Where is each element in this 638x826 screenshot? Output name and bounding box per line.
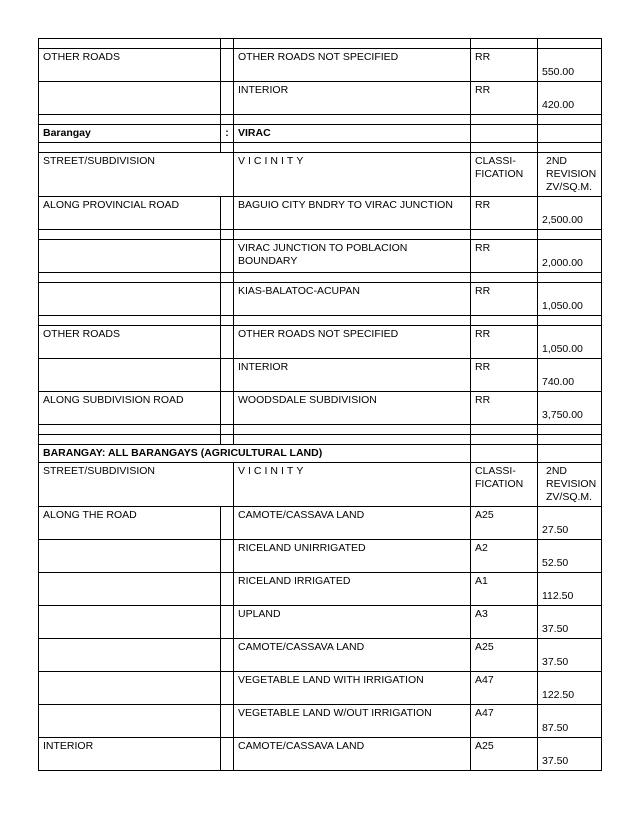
empty-cell	[234, 435, 471, 445]
revision-header-line: 2ND	[546, 465, 568, 477]
classification-cell: A2	[471, 540, 538, 573]
blank-row	[39, 230, 602, 240]
separator-cell	[221, 197, 234, 230]
empty-cell	[221, 143, 234, 153]
street-cell	[39, 705, 221, 738]
empty-cell	[471, 425, 538, 435]
street-cell: OTHER ROADS	[39, 326, 221, 359]
classification-header-line: CLASSI-	[475, 465, 516, 477]
classification-cell: A1	[471, 573, 538, 606]
empty-cell	[221, 425, 234, 435]
column-header-row	[39, 153, 602, 197]
classification-header	[471, 463, 538, 507]
empty-cell	[234, 115, 471, 125]
empty-cell	[538, 445, 602, 463]
empty-cell	[234, 39, 471, 49]
classification-cell: RR	[471, 283, 538, 316]
separator-cell	[221, 540, 234, 573]
vicinity-cell: WOODSDALE SUBDIVISION	[234, 392, 471, 425]
empty-cell	[39, 425, 221, 435]
separator-cell	[221, 392, 234, 425]
empty-cell	[221, 39, 234, 49]
vicinity-cell: RICELAND UNIRRIGATED	[234, 540, 471, 573]
table-row	[39, 672, 602, 705]
revision-header-line: ZV/SQ.M.	[546, 491, 593, 503]
table-row	[39, 705, 602, 738]
empty-cell	[538, 273, 602, 283]
separator-cell	[221, 507, 234, 540]
vicinity-cell: INTERIOR	[234, 359, 471, 392]
vicinity-cell: BAGUIO CITY BNDRY TO VIRAC JUNCTION	[234, 197, 471, 230]
zonal-value-cell: 112.50	[538, 573, 602, 606]
classification-header-line: FICATION	[475, 478, 524, 490]
barangay-colon: :	[221, 125, 234, 143]
separator-cell	[221, 672, 234, 705]
empty-cell	[234, 425, 471, 435]
empty-cell	[39, 273, 221, 283]
classification-cell: A47	[471, 672, 538, 705]
empty-cell	[221, 230, 234, 240]
barangay-row	[39, 125, 602, 143]
zonal-value-cell: 37.50	[538, 606, 602, 639]
revision-header-line: REVISION	[546, 478, 597, 490]
revision-header-line: ZV/SQ.M.	[546, 181, 593, 193]
separator-cell	[221, 240, 234, 273]
separator-cell	[221, 705, 234, 738]
separator-cell	[221, 326, 234, 359]
street-cell: ALONG PROVINCIAL ROAD	[39, 197, 221, 230]
zonal-value-cell: 550.00	[538, 49, 602, 82]
blank-row	[39, 425, 602, 435]
blank-row	[39, 143, 602, 153]
empty-cell	[538, 143, 602, 153]
blank-row	[39, 273, 602, 283]
separator-cell	[221, 82, 234, 115]
barangay-all-label: BARANGAY: ALL BARANGAYS (AGRICULTURAL LAND)	[39, 445, 471, 463]
zonal-value-cell: 37.50	[538, 738, 602, 771]
street-cell	[39, 672, 221, 705]
empty-cell	[471, 316, 538, 326]
vicinity-header: VICINITY	[234, 153, 471, 197]
empty-cell	[39, 230, 221, 240]
separator-cell	[221, 49, 234, 82]
table-row	[39, 283, 602, 316]
blank-row	[39, 435, 602, 445]
street-header: STREET/SUBDIVISION	[39, 463, 234, 507]
vicinity-cell: KIAS-BALATOC-ACUPAN	[234, 283, 471, 316]
table-row	[39, 326, 602, 359]
vicinity-cell: INTERIOR	[234, 82, 471, 115]
table-row	[39, 82, 602, 115]
street-cell	[39, 359, 221, 392]
empty-cell	[538, 115, 602, 125]
classification-cell: RR	[471, 49, 538, 82]
blank-row	[39, 316, 602, 326]
zonal-value-cell: 1,050.00	[538, 326, 602, 359]
empty-cell	[234, 316, 471, 326]
barangay-name: VIRAC	[234, 125, 471, 143]
separator-cell	[221, 639, 234, 672]
classification-cell: RR	[471, 392, 538, 425]
table-row	[39, 392, 602, 425]
zonal-value-cell: 52.50	[538, 540, 602, 573]
empty-cell	[538, 425, 602, 435]
empty-cell	[538, 39, 602, 49]
separator-cell	[221, 359, 234, 392]
separator-cell	[221, 283, 234, 316]
empty-cell	[471, 445, 538, 463]
table-row	[39, 738, 602, 771]
classification-cell: RR	[471, 197, 538, 230]
zonal-value-cell: 2,000.00	[538, 240, 602, 273]
empty-cell	[234, 273, 471, 283]
empty-cell	[538, 435, 602, 445]
classification-cell: RR	[471, 359, 538, 392]
empty-cell	[538, 125, 602, 143]
vicinity-cell: OTHER ROADS NOT SPECIFIED	[234, 49, 471, 82]
zonal-value-cell: 3,750.00	[538, 392, 602, 425]
classification-header-line: CLASSI-	[475, 155, 516, 167]
classification-cell: RR	[471, 240, 538, 273]
empty-cell	[471, 273, 538, 283]
empty-cell	[221, 316, 234, 326]
zonal-value-cell: 1,050.00	[538, 283, 602, 316]
classification-cell: A25	[471, 738, 538, 771]
barangay-all-row	[39, 445, 602, 463]
separator-cell	[221, 738, 234, 771]
empty-cell	[221, 115, 234, 125]
zonal-value-cell: 27.50	[538, 507, 602, 540]
revision-header-line: REVISION	[546, 168, 597, 180]
vicinity-cell: UPLAND	[234, 606, 471, 639]
street-cell	[39, 606, 221, 639]
revision-header	[538, 153, 602, 197]
street-cell: ALONG THE ROAD	[39, 507, 221, 540]
vicinity-cell: RICELAND IRRIGATED	[234, 573, 471, 606]
blank-row	[39, 115, 602, 125]
vicinity-cell: VIRAC JUNCTION TO POBLACION BOUNDARY	[234, 240, 471, 273]
street-cell	[39, 639, 221, 672]
zonal-value-cell: 2,500.00	[538, 197, 602, 230]
empty-cell	[39, 115, 221, 125]
empty-cell	[471, 230, 538, 240]
empty-cell	[471, 115, 538, 125]
empty-cell	[39, 435, 221, 445]
revision-header-line: 2ND	[546, 155, 568, 167]
vicinity-cell: VEGETABLE LAND WITH IRRIGATION	[234, 672, 471, 705]
empty-cell	[39, 39, 221, 49]
classification-cell: A25	[471, 639, 538, 672]
empty-cell	[538, 316, 602, 326]
empty-cell	[538, 230, 602, 240]
street-cell	[39, 240, 221, 273]
street-cell	[39, 283, 221, 316]
empty-cell	[471, 435, 538, 445]
empty-cell	[471, 39, 538, 49]
table-row	[39, 639, 602, 672]
empty-cell	[234, 143, 471, 153]
vicinity-cell: CAMOTE/CASSAVA LAND	[234, 738, 471, 771]
table-row	[39, 540, 602, 573]
street-cell: ALONG SUBDIVISION ROAD	[39, 392, 221, 425]
blank-row	[39, 39, 602, 49]
vicinity-cell: CAMOTE/CASSAVA LAND	[234, 639, 471, 672]
empty-cell	[221, 435, 234, 445]
zonal-value-cell: 37.50	[538, 639, 602, 672]
empty-cell	[471, 143, 538, 153]
street-cell	[39, 573, 221, 606]
empty-cell	[221, 273, 234, 283]
street-cell: INTERIOR	[39, 738, 221, 771]
barangay-label: Barangay	[39, 125, 221, 143]
table-row	[39, 359, 602, 392]
separator-cell	[221, 573, 234, 606]
street-cell: OTHER ROADS	[39, 49, 221, 82]
classification-header	[471, 153, 538, 197]
table-row	[39, 507, 602, 540]
vicinity-cell: OTHER ROADS NOT SPECIFIED	[234, 326, 471, 359]
classification-cell: RR	[471, 82, 538, 115]
street-cell	[39, 82, 221, 115]
table-row	[39, 573, 602, 606]
separator-cell	[221, 606, 234, 639]
classification-cell: RR	[471, 326, 538, 359]
table-row	[39, 197, 602, 230]
zonal-value-cell: 740.00	[538, 359, 602, 392]
zonal-value-cell: 122.50	[538, 672, 602, 705]
classification-cell: A47	[471, 705, 538, 738]
empty-cell	[39, 143, 221, 153]
table-row	[39, 49, 602, 82]
classification-cell: A25	[471, 507, 538, 540]
zonal-value-cell: 87.50	[538, 705, 602, 738]
empty-cell	[471, 125, 538, 143]
street-header: STREET/SUBDIVISION	[39, 153, 234, 197]
revision-header	[538, 463, 602, 507]
empty-cell	[39, 316, 221, 326]
classification-cell: A3	[471, 606, 538, 639]
empty-cell	[234, 230, 471, 240]
table-row	[39, 606, 602, 639]
column-header-row	[39, 463, 602, 507]
vicinity-cell: VEGETABLE LAND W/OUT IRRIGATION	[234, 705, 471, 738]
vicinity-header: VICINITY	[234, 463, 471, 507]
zonal-value-table	[38, 38, 602, 771]
table-row	[39, 240, 602, 273]
classification-header-line: FICATION	[475, 168, 524, 180]
zonal-value-cell: 420.00	[538, 82, 602, 115]
vicinity-cell: CAMOTE/CASSAVA LAND	[234, 507, 471, 540]
street-cell	[39, 540, 221, 573]
